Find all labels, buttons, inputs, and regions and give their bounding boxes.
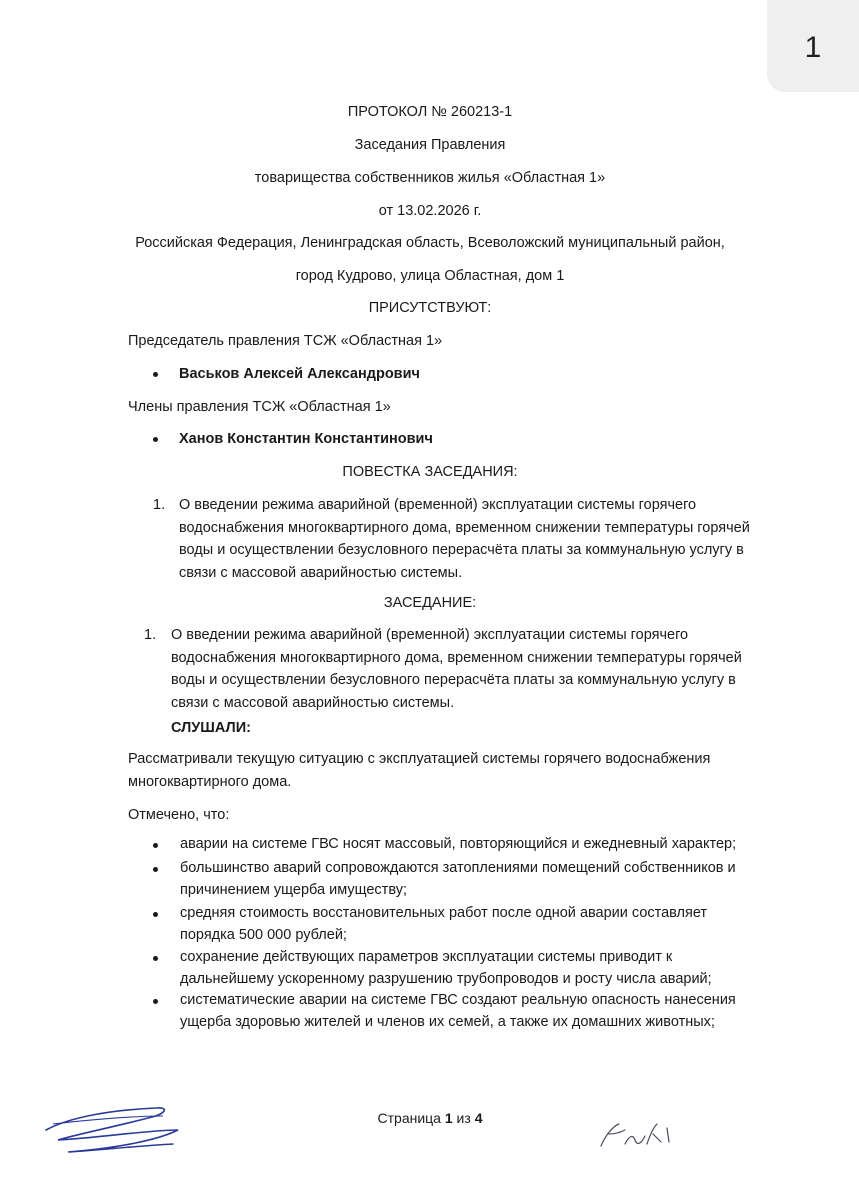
meeting-item-text: О введении режима аварийной (временной) эксплуатации системы горячего водоснабжения многоквартирного дома, временном снижении температуры горячей воды и осуществлении безусловного перерасчёта платы за коммунальную услугу в связи с массовой аварийностью системы. — [171, 627, 742, 711]
finding-item: большинство аварий сопровождаются затоплениями помещений собственников и причинением ущерба имуществу; — [180, 860, 736, 898]
chair-name: Васьков Алексей Александрович — [179, 366, 420, 382]
address-line-2: город Кудрово, улица Областная, дом 1 — [295, 268, 565, 284]
footer-page-current: 1 — [444, 1110, 453, 1126]
finding-item: сохранение действующих параметров эксплуатации системы приводит к дальнейшему ускоренному разрушению трубопроводов и росту числа аварий; — [180, 949, 712, 987]
agenda-item-number: 1. — [153, 497, 166, 513]
footer-page-of: из — [456, 1110, 471, 1126]
footer-page-total: 4 — [474, 1110, 483, 1126]
agenda-heading: ПОВЕСТКА ЗАСЕДАНИЯ: — [342, 464, 518, 480]
meeting-item-number: 1. — [144, 627, 157, 643]
page-footer — [300, 1110, 560, 1126]
protocol-title: ПРОТОКОЛ № 260213-1 — [347, 104, 513, 120]
finding-item: средняя стоимость восстановительных работ после одной аварии составляет порядка 500 000 рублей; — [180, 905, 708, 943]
signature-left — [38, 1100, 188, 1160]
page-number-badge: 1 — [767, 0, 859, 92]
agenda-item-text: О введении режима аварийной (временной) эксплуатации системы горячего водоснабжения многоквартирного дома, временном снижении температуры горячей воды и осуществлении безусловного перерасчёта платы за коммунальную услугу в связи с массовой аварийностью системы. — [179, 497, 750, 581]
signature-right — [595, 1118, 685, 1154]
bullet-icon — [153, 843, 158, 848]
bullet-icon — [153, 867, 158, 872]
noted-label: Отмечено, что: — [128, 807, 230, 823]
chair-label: Председатель правления ТСЖ «Областная 1» — [128, 333, 443, 349]
bullet-icon — [153, 372, 158, 377]
finding-item: систематические аварии на системе ГВС создают реальную опасность нанесения ущерба здоровью жителей и членов их семей, а также их домашних животных; — [180, 992, 736, 1030]
present-heading: ПРИСУТСТВУЮТ: — [368, 300, 492, 316]
bullet-icon — [153, 956, 158, 961]
finding-item: аварии на системе ГВС носят массовый, повторяющийся и ежедневный характер; — [180, 836, 737, 852]
bullet-icon — [153, 437, 158, 442]
protocol-subtitle: Заседания Правления — [354, 137, 506, 153]
heard-label: СЛУШАЛИ: — [171, 720, 251, 736]
members-label: Члены правления ТСЖ «Областная 1» — [128, 399, 391, 415]
organization-name: товарищества собственников жилья «Областная 1» — [254, 170, 606, 186]
heard-text: Рассматривали текущую ситуацию с эксплуатацией системы горячего водоснабжения многоквартирного дома. — [128, 751, 711, 790]
bullet-icon — [153, 999, 158, 1004]
address-line-1: Российская Федерация, Ленинградская область, Всеволожский муниципальный район, — [135, 235, 725, 251]
member-name: Ханов Константин Константинович — [179, 431, 433, 447]
meeting-heading: ЗАСЕДАНИЕ: — [383, 595, 477, 611]
bullet-icon — [153, 912, 158, 917]
footer-page-word: Страница — [377, 1110, 441, 1126]
protocol-date: от 13.02.2026 г. — [378, 203, 482, 219]
